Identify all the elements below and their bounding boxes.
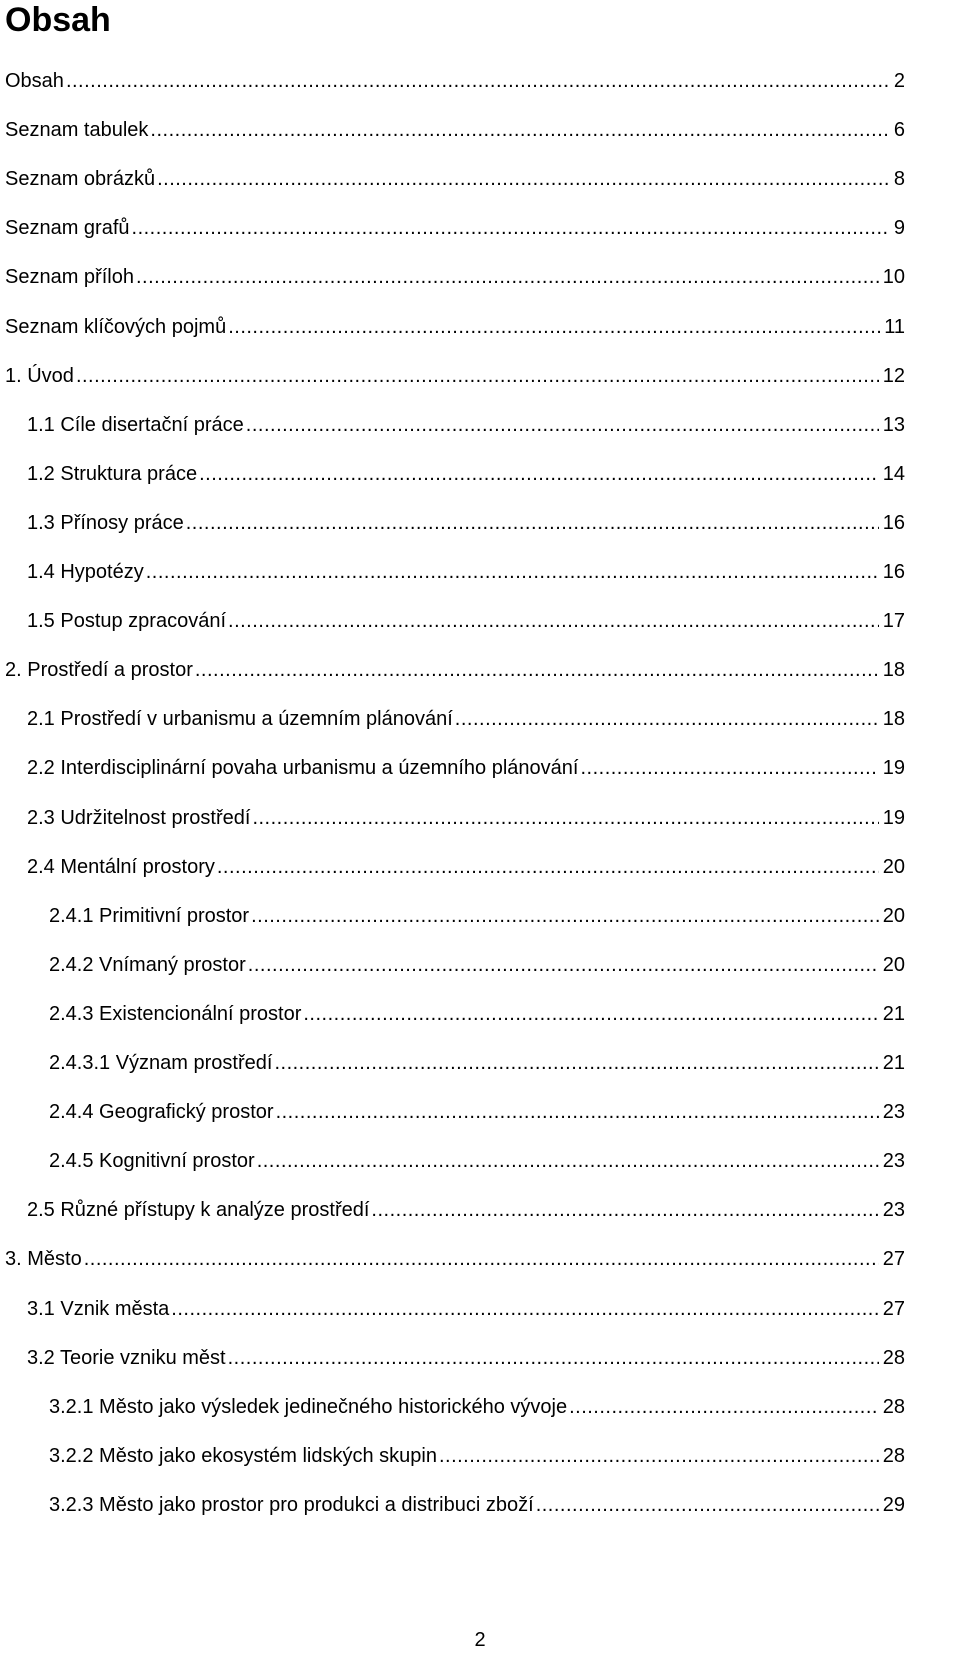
toc-entry[interactable]	[0, 803, 960, 831]
toc-dot-leader	[171, 1296, 878, 1322]
toc-entry-page: 9	[893, 217, 905, 240]
toc-entry-label: 3.1 Vznik města	[27, 1297, 170, 1320]
toc-dot-leader	[150, 117, 889, 143]
toc-entry-page: 20	[882, 953, 905, 976]
toc-entry-label: 3.2.2 Město jako ekosystém lidských skupin	[49, 1444, 437, 1467]
toc-entry-label: 2.1 Prostředí v urbanismu a územním plánování	[27, 708, 453, 731]
toc-entry-label: 2.4.2 Vnímaný prostor	[49, 953, 246, 976]
toc-entry-label: Seznam grafů	[5, 217, 130, 240]
toc-entry-page: 16	[882, 511, 905, 534]
toc-entry-label: 3.2.1 Město jako výsledek jedinečného historického vývoje	[49, 1395, 568, 1418]
toc-dot-leader	[217, 854, 879, 880]
toc-entry-page: 18	[882, 659, 905, 682]
toc-entry[interactable]	[0, 704, 960, 732]
toc-entry-page: 28	[882, 1346, 905, 1369]
toc-dot-leader	[228, 608, 879, 634]
toc-entry[interactable]	[0, 1490, 960, 1518]
toc-entry[interactable]	[0, 557, 960, 585]
toc-dot-leader	[66, 68, 890, 94]
toc-entry[interactable]	[0, 115, 960, 143]
toc-dot-leader	[580, 755, 878, 781]
toc-entry[interactable]	[0, 1244, 960, 1272]
toc-dot-leader	[132, 215, 890, 241]
toc-dot-leader	[248, 952, 879, 978]
toc-dot-leader	[228, 1345, 879, 1371]
page-title: Obsah	[5, 1, 111, 39]
toc-entry-page: 2	[893, 70, 905, 92]
toc-entry-page: 12	[882, 364, 905, 387]
toc-entry-page: 19	[882, 757, 905, 780]
toc-dot-leader	[276, 1099, 879, 1125]
toc-entry-label: 2.4.3 Existencionální prostor	[49, 1002, 302, 1025]
toc-entry-label: 3.2 Teorie vzniku měst	[27, 1346, 226, 1369]
toc-entry[interactable]	[0, 1097, 960, 1125]
toc-entry-label: 1.5 Postup zpracování	[27, 610, 227, 633]
toc-entry[interactable]	[0, 508, 960, 536]
toc-entry[interactable]	[0, 1392, 960, 1420]
toc-entry-label: 2.4 Mentální prostory	[27, 855, 215, 878]
toc-entry-label: 1.3 Přínosy práce	[27, 511, 184, 534]
toc-entry-label: 2.5 Různé přístupy k analýze prostředí	[27, 1199, 370, 1222]
toc-dot-leader	[76, 363, 879, 389]
toc-entry-page: 19	[882, 806, 905, 829]
toc-entry[interactable]	[0, 950, 960, 978]
toc-entry-label: Obsah	[5, 70, 64, 92]
toc-entry-label: Seznam příloh	[5, 266, 134, 289]
toc-dot-leader	[439, 1443, 879, 1469]
toc-entry-page: 23	[882, 1199, 905, 1222]
toc-dot-leader	[84, 1246, 879, 1272]
toc-entry[interactable]	[0, 262, 960, 290]
toc-entry-page: 23	[882, 1150, 905, 1173]
toc-entry-page: 27	[882, 1297, 905, 1320]
toc-entry[interactable]	[0, 753, 960, 781]
toc-entry-label: 2.4.3.1 Význam prostředí	[49, 1052, 273, 1074]
toc-entry-label: 2.4.4 Geografický prostor	[49, 1101, 274, 1124]
toc-entry-page: 18	[882, 708, 905, 731]
toc-entry[interactable]	[0, 66, 960, 94]
toc-entry-label: 3.2.3 Město jako prostor pro produkci a distribuci zboží	[49, 1493, 534, 1516]
page-number: 2	[474, 1629, 486, 1651]
toc-dot-leader	[536, 1492, 879, 1518]
toc-entry-page: 27	[882, 1248, 905, 1271]
toc-entry-page: 28	[882, 1395, 905, 1418]
toc-entry[interactable]	[0, 410, 960, 438]
toc-entry-page: 13	[882, 413, 905, 436]
toc-entry-label: 3. Město	[5, 1248, 82, 1271]
toc-dot-leader	[257, 1148, 879, 1174]
toc-entry[interactable]	[0, 361, 960, 389]
toc-entry-label: Seznam tabulek	[5, 119, 149, 142]
toc-dot-leader	[228, 314, 880, 340]
toc-entry[interactable]	[0, 1195, 960, 1223]
toc-entry-page: 11	[884, 315, 905, 338]
toc-entry-page: 21	[882, 1002, 905, 1025]
toc-entry-label: 2.3 Udržitelnost prostředí	[27, 806, 251, 829]
toc-entry-label: 2.2 Interdisciplinární povaha urbanismu a územního plánování	[27, 757, 579, 780]
toc-entry[interactable]	[0, 999, 960, 1027]
toc-dot-leader	[146, 559, 879, 585]
toc-entry-label: Seznam klíčových pojmů	[5, 315, 227, 338]
toc-entry[interactable]	[0, 1294, 960, 1322]
toc-entry[interactable]	[0, 852, 960, 880]
toc-entry-label: 1.1 Cíle disertační práce	[27, 413, 244, 436]
toc-entry-page: 17	[882, 610, 905, 633]
toc-entry-label: 2. Prostředí a prostor	[5, 659, 193, 682]
toc-entry-label: 1.2 Struktura práce	[27, 462, 198, 485]
toc-entry-page: 28	[882, 1444, 905, 1467]
toc-entry[interactable]	[0, 606, 960, 634]
toc-dot-leader	[455, 706, 879, 732]
toc-dot-leader	[274, 1050, 878, 1076]
toc-entry-page: 23	[882, 1101, 905, 1124]
toc-entry-page: 8	[893, 168, 905, 191]
toc-dot-leader	[251, 903, 879, 929]
toc-dot-leader	[246, 412, 879, 438]
toc-entry-page: 21	[882, 1052, 905, 1074]
toc-dot-leader	[199, 461, 879, 487]
toc-entry[interactable]	[0, 1343, 960, 1371]
toc-entry-page: 6	[893, 119, 905, 142]
toc-entry-label: 1. Úvod	[5, 364, 74, 387]
toc-entry-label: 1.4 Hypotézy	[27, 561, 144, 583]
toc-entry-page: 29	[882, 1493, 905, 1516]
toc-entry-page: 10	[882, 266, 905, 289]
toc-entry[interactable]	[0, 312, 960, 340]
toc-entry[interactable]	[0, 164, 960, 192]
toc-dot-leader	[303, 1001, 878, 1027]
toc-dot-leader	[252, 805, 878, 831]
toc-entry[interactable]	[0, 459, 960, 487]
toc-dot-leader	[371, 1197, 878, 1223]
toc-entry[interactable]	[0, 213, 960, 241]
toc-entry-page: 20	[882, 855, 905, 878]
toc-dot-leader	[569, 1394, 879, 1420]
toc-entry-page: 14	[882, 462, 905, 485]
toc-entry[interactable]	[0, 655, 960, 683]
toc-entry[interactable]	[0, 1146, 960, 1174]
toc-entry-label: 2.4.5 Kognitivní prostor	[49, 1150, 255, 1173]
toc-entry[interactable]	[0, 901, 960, 929]
toc-entry-page: 16	[882, 561, 905, 583]
toc-dot-leader	[136, 264, 879, 290]
toc-entry[interactable]	[0, 1441, 960, 1469]
toc-dot-leader	[157, 166, 890, 192]
toc-dot-leader	[195, 657, 879, 683]
toc-entry[interactable]	[0, 1048, 960, 1076]
toc-entry-label: Seznam obrázků	[5, 168, 156, 191]
toc-entry-label: 2.4.1 Primitivní prostor	[49, 904, 250, 927]
toc-entry-page: 20	[882, 904, 905, 927]
toc-dot-leader	[186, 510, 879, 536]
